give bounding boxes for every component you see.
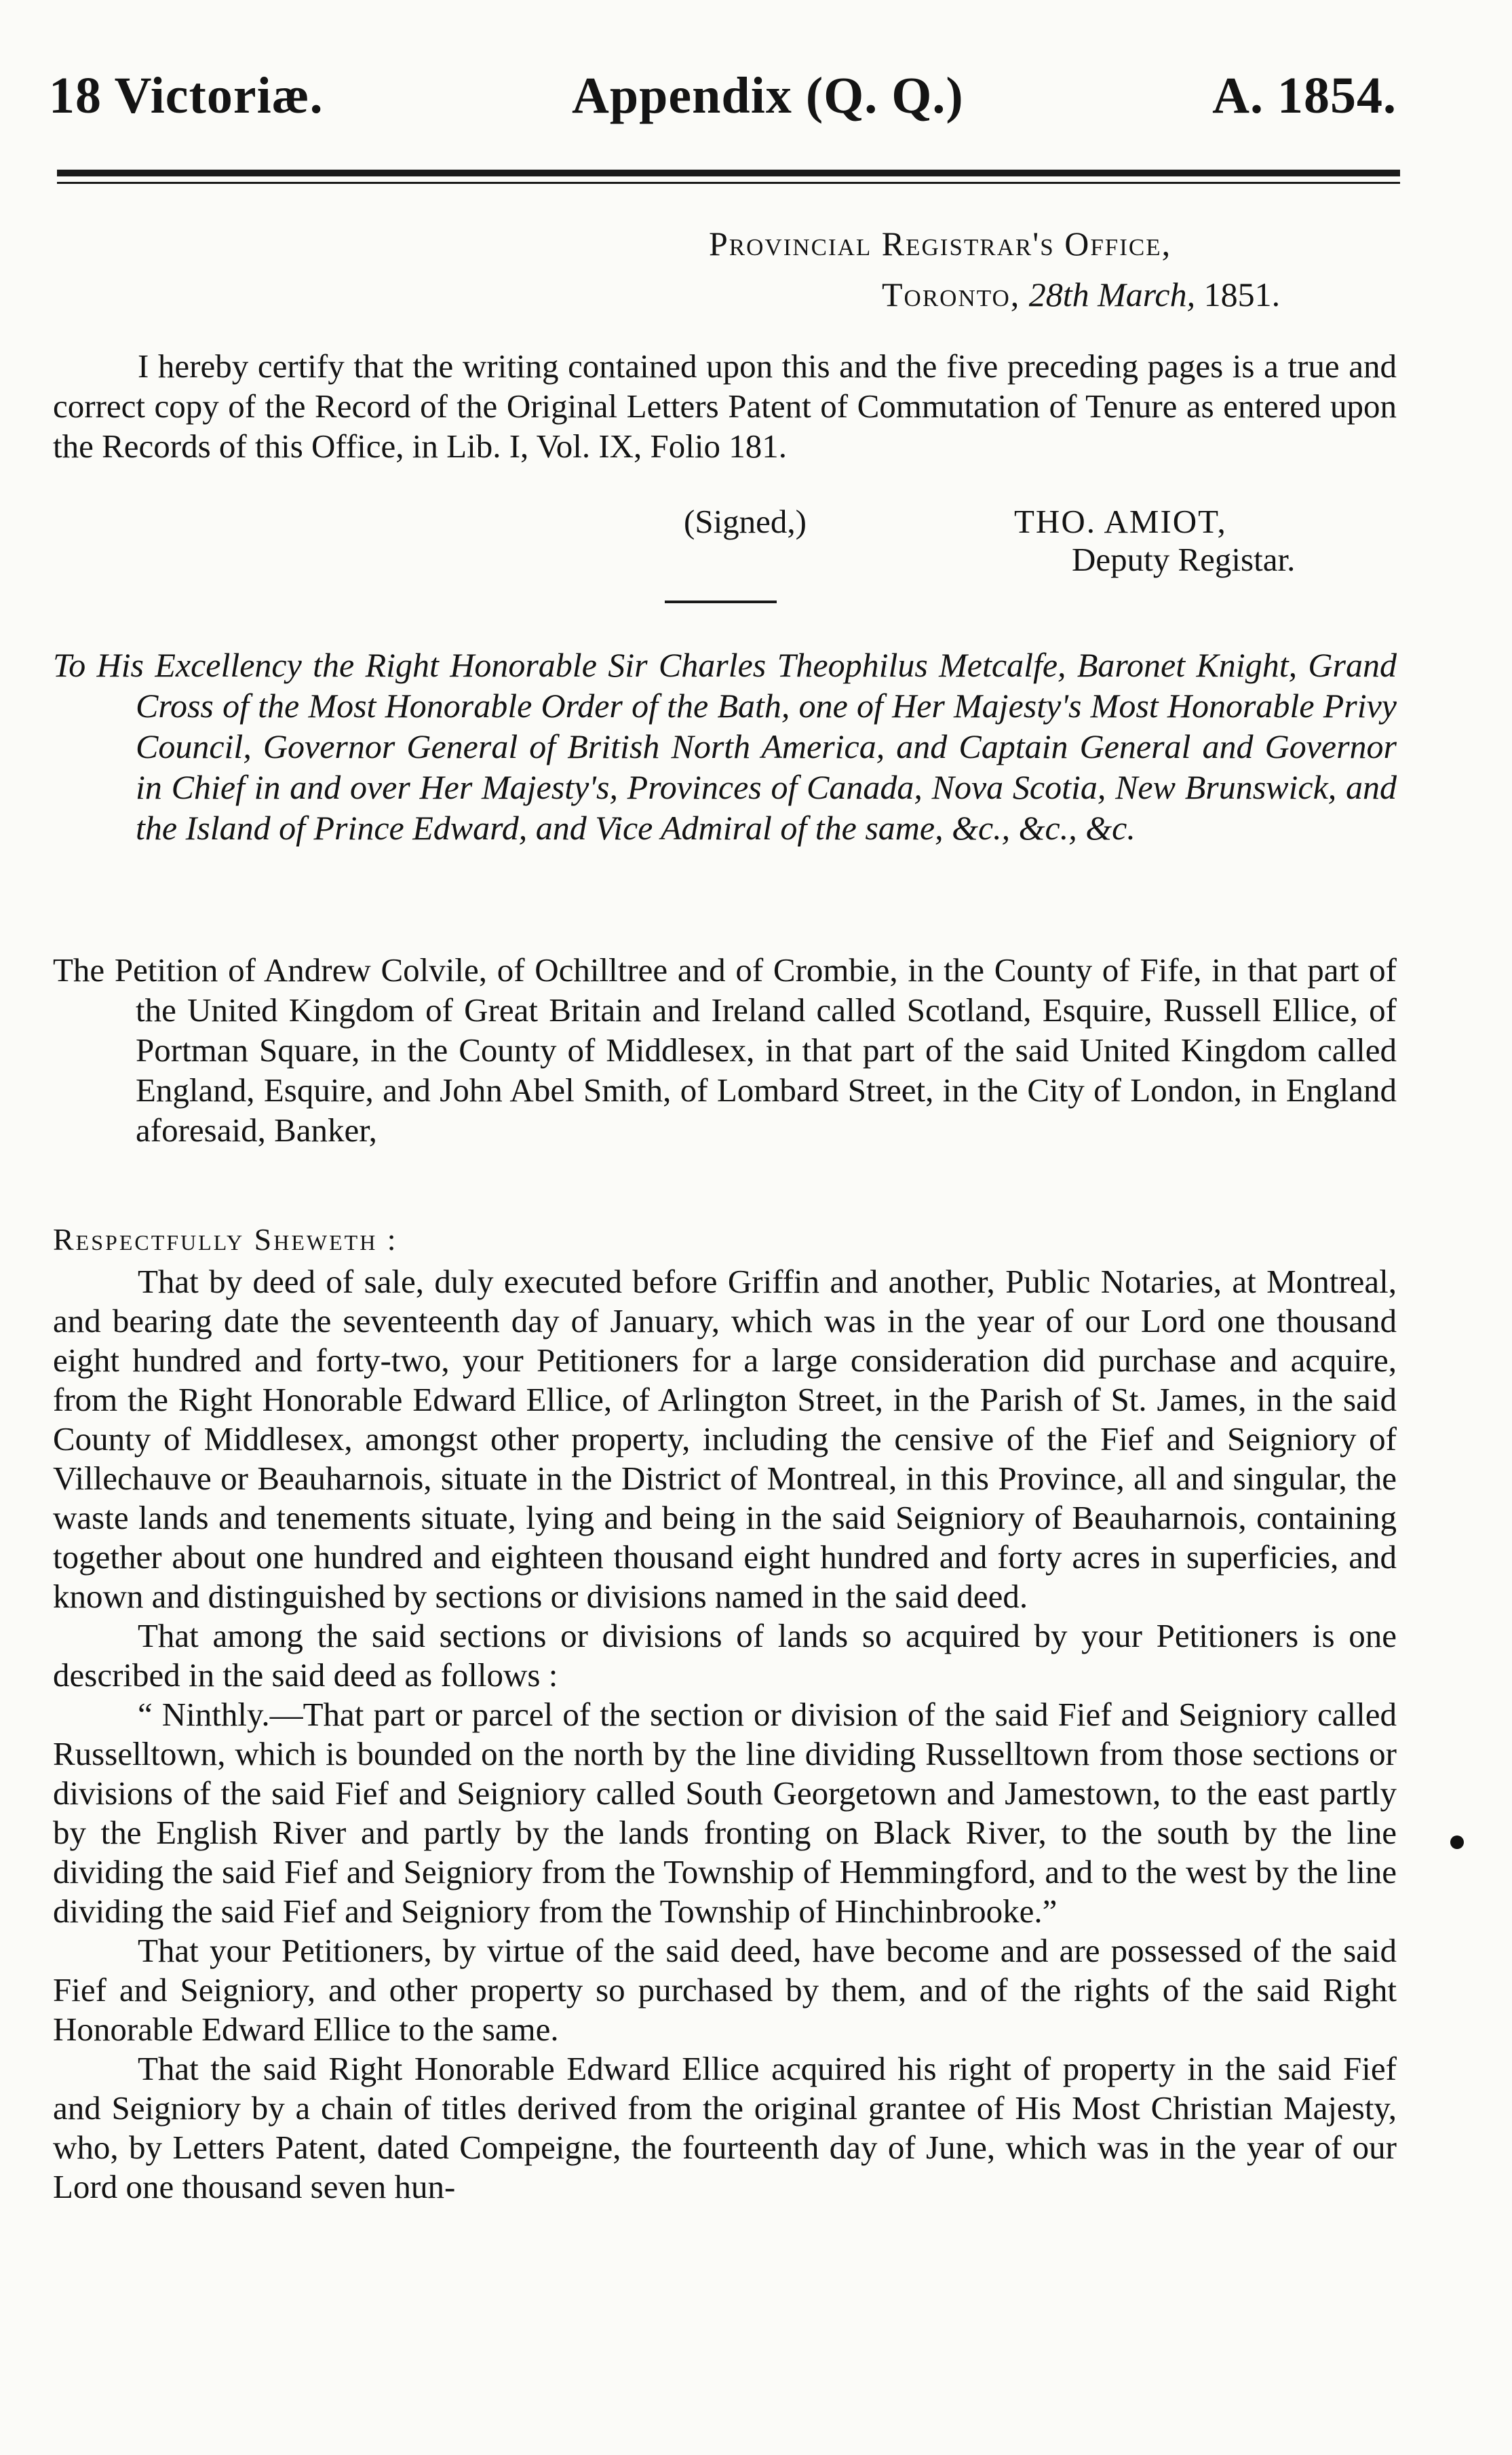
office-name: Provincial Registrar's Office,	[709, 225, 1172, 263]
section-divider	[665, 601, 777, 603]
certificate-text: I hereby certify that the writing contained upon this and the five preceding pages is a true and correct copy of the Record of the Original Letters Patent of Commutation of Tenure as entered upon the Records of this Office, in Lib. I, Vol. IX, Folio 181.	[53, 347, 1397, 465]
header-rule-thick	[57, 170, 1400, 176]
petition-body	[53, 1262, 1397, 2207]
header-year: A. 1854.	[1212, 67, 1397, 124]
petition-address: To His Excellency the Right Honorable Sir Charles Theophilus Metcalfe, Baronet Knight, Grand Cross of the Most Honorable Order of the Bath, one of Her Majesty's Most Honorable Privy Council, Governor General of British North America, and Captain General and Governor in Chief in and over Her Majesty's, Provinces of Canada, Nova Scotia, New Brunswick, and the Island of Prince Edward, and Vice Admiral of the same, &c., &c., &c.	[53, 646, 1397, 847]
paragraph-chain-of-title: That the said Right Honorable Edward Ellice acquired his right of property in the said Fief and Seigniory by a chain of titles derived from the original grantee of His Most Christian Majesty, who, by Letters Patent, dated Compeigne, the fourteenth day of June, which was in the year of our Lord one thousand seven hun-	[53, 2050, 1397, 2205]
header-session: 18 Victoriæ.	[49, 67, 324, 124]
paragraph-sections: That among the said sections or divisions of lands so acquired by your Petitioners is one described in the said deed as follows :	[53, 1617, 1397, 1694]
signer-name: THO. AMIOT,	[1014, 503, 1227, 540]
office-location-date	[882, 275, 1280, 314]
page-header	[49, 66, 1397, 126]
paragraph-possession: That your Petitioners, by virtue of the said deed, have become and are possessed of the said Fief and Seigniory, and other property so purchased by them, and of the rights of the said Right Honorable Edward Ellice to the same.	[53, 1932, 1397, 2048]
office-year: 1851.	[1203, 275, 1281, 313]
header-appendix: Appendix (Q. Q.)	[572, 67, 964, 124]
petition-intro: The Petition of Andrew Colvile, of Ochilltree and of Crombie, in the County of Fife, in that part of the United Kingdom of Great Britain and Ireland called Scotland, Esquire, Russell Ellice, of Portman Square, in the County of Middlesex, in that part of the said United Kingdom called England, Esquire, and John Abel Smith, of Lombard Street, in the City of London, in England aforesaid, Banker,	[53, 951, 1397, 1149]
header-rule-thin	[57, 182, 1400, 184]
signed-label: (Signed,)	[684, 503, 807, 540]
office-place: Toronto,	[882, 275, 1021, 313]
signer-title: Deputy Registar.	[1072, 541, 1296, 578]
paragraph-deed-of-sale: That by deed of sale, duly executed before Griffin and another, Public Notaries, at Montreal, and bearing date the seventeenth day of January, which was in the year of our Lord one thousand eight hundred and forty-two, your Petitioners for a large consideration did purchase and acquire, from the Right Honorable Edward Ellice, of Arlington Street, in the Parish of St. James, in the said County of Middlesex, amongst other property, including the censive of the Fief and Seigniory of Villechauve or Beauharnois, situate in the District of Montreal, in this Province, all and singular, the waste lands and tenements situate, lying and being in the said Seigniory of Beauharnois, containing together about one hundred and eighteen thousand eight hundred and forty acres in superficies, and known and distinguished by sections or divisions named in the said deed.	[53, 1263, 1397, 1615]
office-date: 28th March,	[1028, 275, 1196, 313]
sheweth-heading: Respectfully Sheweth :	[53, 1222, 398, 1257]
margin-dot	[1450, 1835, 1464, 1849]
paragraph-ninthly: “ Ninthly.—That part or parcel of the section or division of the said Fief and Seigniory called Russelltown, which is bounded on the north by the line dividing Russelltown from those sections or divisions of the said Fief and Seigniory called South Georgetown and Jamestown, to the east partly by the English River and partly by the lands fronting on Black River, to the south by the line dividing the said Fief and Seigniory from the Township of Hemmingford, and to the west by the line dividing the said Fief and Seigniory from the Township of Hinchinbrooke.”	[53, 1696, 1397, 1930]
